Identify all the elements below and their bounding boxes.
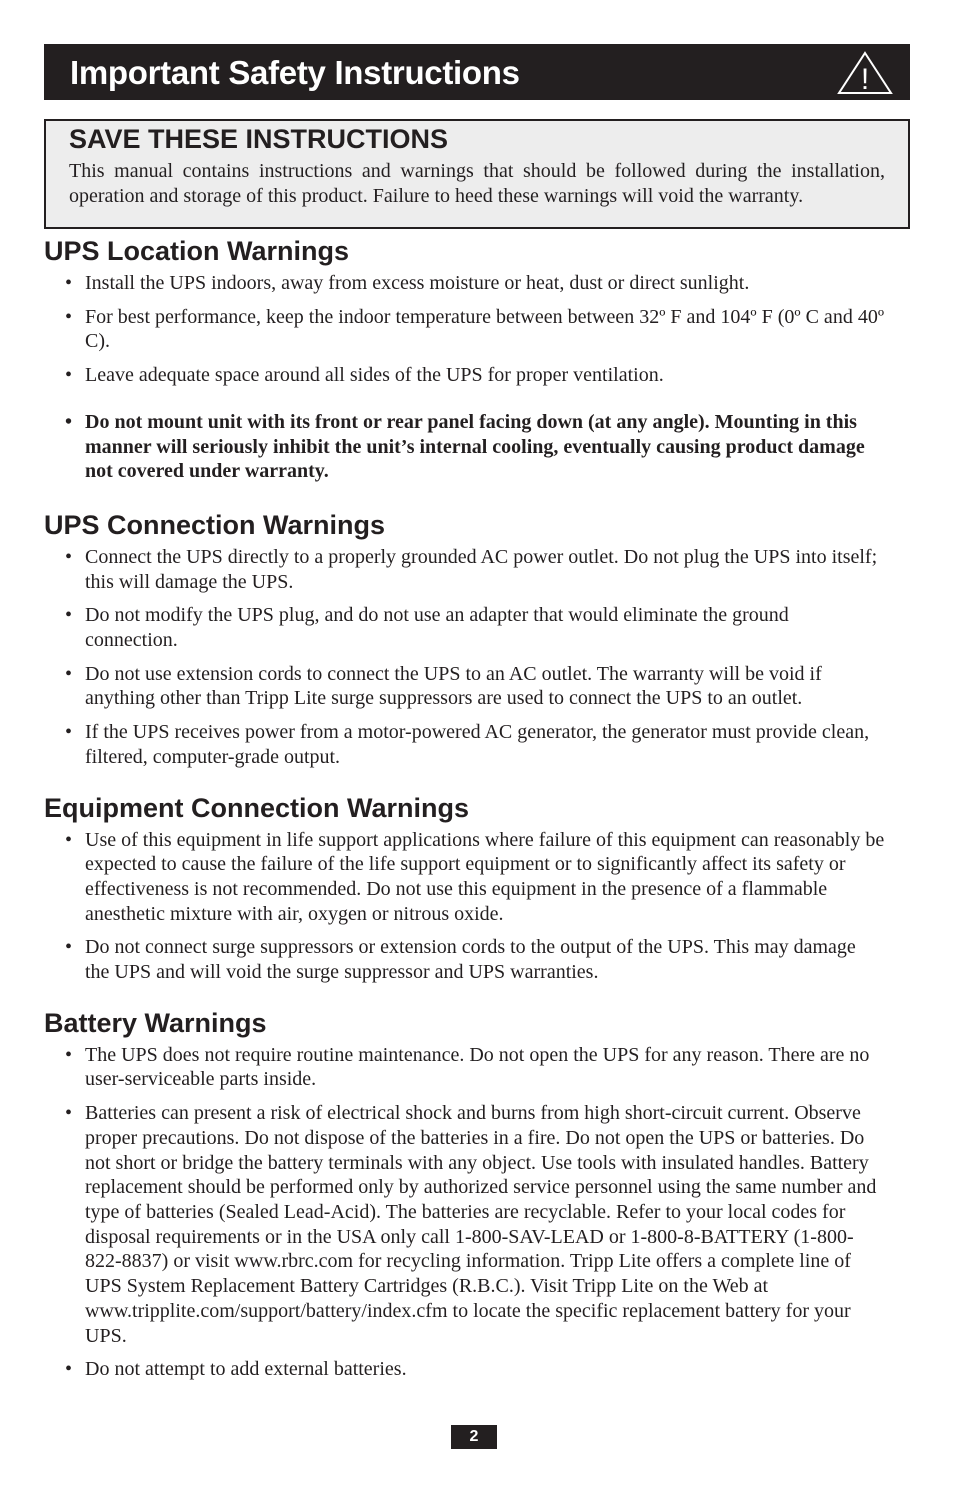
save-instructions-heading: SAVE THESE INSTRUCTIONS — [69, 124, 449, 154]
list-item: • Do not mount unit with its front or rear panel facing down (at any angle). Mounting in this manner will seriously inhibit the unit’s internal cooling, eventually causing product damage not covered under warranty. — [44, 410, 885, 484]
list-item: • If the UPS receives power from a motor-powered AC generator, the generator must provide clean, filtered, computer-grade output. — [44, 720, 885, 769]
list-item: • Leave adequate space around all sides of the UPS for proper ventilation. — [44, 363, 885, 388]
equipment-warnings-list — [44, 828, 910, 985]
warning-triangle-icon — [836, 50, 894, 96]
list-item: • For best performance, keep the indoor temperature between between 32º F and 104º F (0º C and 40º C). — [44, 305, 885, 354]
battery-warnings-list — [44, 1043, 910, 1382]
svg-text:!: ! — [860, 63, 870, 96]
section-heading-location: UPS Location Warnings — [44, 236, 350, 266]
list-item: • Connect the UPS directly to a properly grounded AC power outlet. Do not plug the UPS into itself; this will damage the UPS. — [44, 545, 885, 594]
list-item: • Batteries can present a risk of electrical shock and burns from high short-circuit current. Observe proper precautions. Do not dispose of the batteries in a fire. Do not open the UPS or batteries. Do not short or bridge the battery terminals with any object. Use tools with insulated handles. Battery replacement should be performed only by authorized service personnel using the same number and type of batteries (Sealed Lead-Acid). The batteries are recyclable. Refer to your local codes for disposal requirements or in the USA only call 1-800-SAV-LEAD or 1-800-8-BATTERY (1-800-822-8837) or visit www.rbrc.com for recycling information. Tripp Lite offers a complete line of UPS System Replacement Battery Cartridges (R.B.C.). Visit Tripp Lite on the Web at www.tripplite.com/support/battery/index.cfm to locate the specific replacement battery for your UPS. — [44, 1101, 885, 1348]
section-heading-connection: UPS Connection Warnings — [44, 509, 386, 540]
location-warnings-list — [44, 271, 910, 484]
list-item: • Do not connect surge suppressors or extension cords to the output of the UPS. This may damage the UPS and will void the surge suppressor and UPS warranties. — [44, 935, 885, 984]
save-instructions-box — [44, 119, 910, 229]
page-number: 2 — [451, 1425, 497, 1449]
list-item: • Install the UPS indoors, away from excess moisture or heat, dust or direct sunlight. — [44, 271, 885, 296]
list-item: • Do not use extension cords to connect the UPS to an AC outlet. The warranty will be void if anything other than Tripp Lite surge suppressors are used to connect the UPS to an outlet. — [44, 662, 885, 711]
list-item: • The UPS does not require routine maintenance. Do not open the UPS for any reason. There are no user-serviceable parts inside. — [44, 1043, 885, 1092]
section-heading-equipment: Equipment Connection Warnings — [44, 792, 469, 823]
manual-page — [44, 44, 910, 1382]
list-item: • Do not modify the UPS plug, and do not use an adapter that would eliminate the ground connection. — [44, 603, 885, 652]
section-heading-battery: Battery Warnings — [44, 1007, 267, 1038]
page-title: Important Safety Instructions — [70, 54, 520, 91]
connection-warnings-list — [44, 545, 910, 770]
title-bar — [44, 44, 910, 100]
save-instructions-text: This manual contains instructions and warnings that should be followed during the installation, operation and storage of this product. Failure to heed these warnings will void the warranty. — [69, 160, 885, 207]
list-item: • Do not attempt to add external batteries. — [44, 1357, 885, 1382]
list-item: • Use of this equipment in life support applications where failure of this equipment can reasonably be expected to cause the failure of the life support equipment or to significantly affect its safety or effectiveness is not recommended. Do not use this equipment in the presence of a flammable anesthetic mixture with air, oxygen or nitrous oxide. — [44, 828, 885, 927]
